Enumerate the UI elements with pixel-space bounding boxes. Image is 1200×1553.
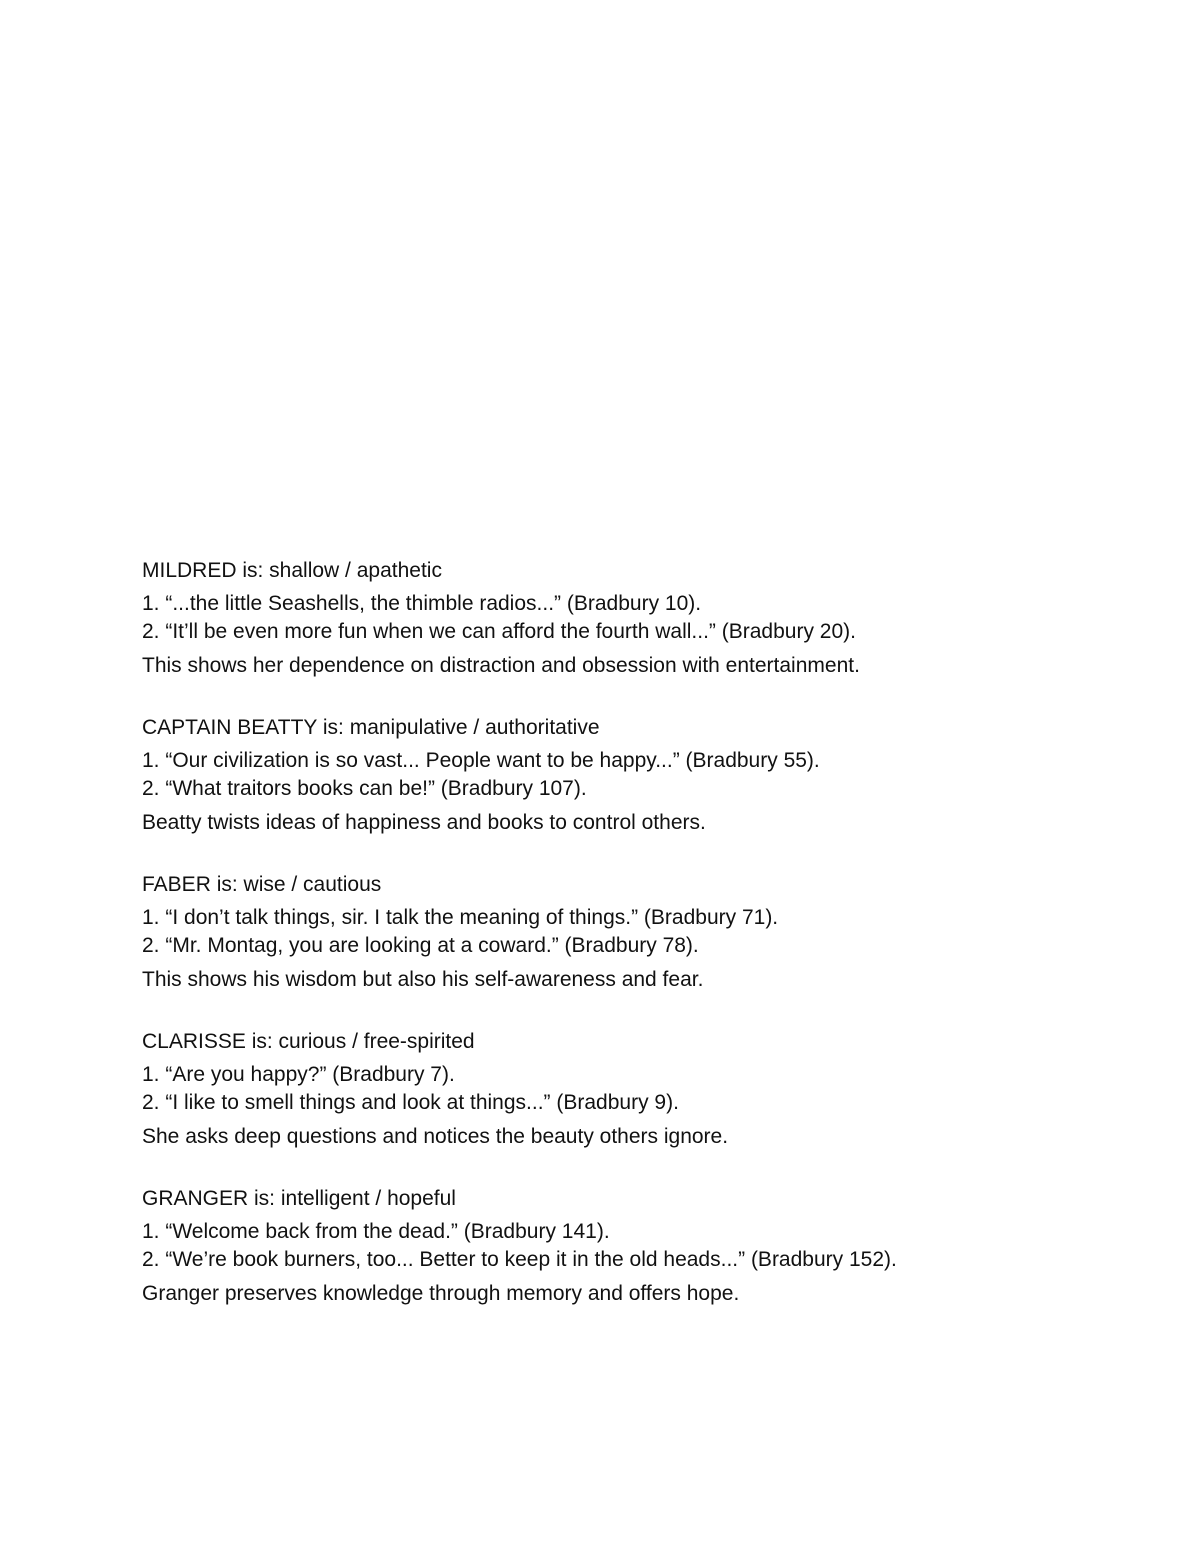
- character-section-clarisse: [142, 1027, 1142, 1153]
- character-section-mildred: [142, 556, 1142, 682]
- quote-line: 2. “I like to smell things and look at things...” (Bradbury 9).: [142, 1091, 679, 1114]
- character-section-beatty: [142, 713, 1142, 839]
- quote-line: 1. “I don’t talk things, sir. I talk the meaning of things.” (Bradbury 71).: [142, 906, 779, 929]
- analysis-sentence: She asks deep questions and notices the beauty others ignore.: [142, 1125, 729, 1148]
- quote-line: 2. “It’ll be even more fun when we can afford the fourth wall...” (Bradbury 20).: [142, 620, 856, 643]
- character-heading: GRANGER is: intelligent / hopeful: [142, 1187, 456, 1210]
- quote-list: [142, 590, 1142, 646]
- quote-list: [142, 1218, 1142, 1274]
- document-body: [142, 556, 1142, 1341]
- analysis-sentence: Granger preserves knowledge through memory and offers hope.: [142, 1282, 740, 1305]
- analysis-sentence: Beatty twists ideas of happiness and books to control others.: [142, 811, 706, 834]
- character-section-faber: [142, 870, 1142, 996]
- quote-line: 1. “Welcome back from the dead.” (Bradbury 141).: [142, 1220, 610, 1243]
- character-heading: CLARISSE is: curious / free-spirited: [142, 1030, 475, 1053]
- character-heading: FABER is: wise / cautious: [142, 873, 382, 896]
- character-heading: MILDRED is: shallow / apathetic: [142, 559, 442, 582]
- quote-line: 2. “What traitors books can be!” (Bradbury 107).: [142, 777, 587, 800]
- quote-list: [142, 904, 1142, 960]
- quote-list: [142, 747, 1142, 803]
- quote-line: 1. “Are you happy?” (Bradbury 7).: [142, 1063, 455, 1086]
- quote-line: 2. “We’re book burners, too... Better to keep it in the old heads...” (Bradbury 152).: [142, 1248, 897, 1271]
- quote-line: 1. “Our civilization is so vast... People want to be happy...” (Bradbury 55).: [142, 749, 820, 772]
- analysis-sentence: This shows his wisdom but also his self-awareness and fear.: [142, 968, 704, 991]
- character-section-granger: [142, 1184, 1142, 1310]
- quote-list: [142, 1061, 1142, 1117]
- quote-line: 1. “...the little Seashells, the thimble radios...” (Bradbury 10).: [142, 592, 702, 615]
- character-heading: CAPTAIN BEATTY is: manipulative / authoritative: [142, 716, 600, 739]
- quote-line: 2. “Mr. Montag, you are looking at a coward.” (Bradbury 78).: [142, 934, 699, 957]
- analysis-sentence: This shows her dependence on distraction and obsession with entertainment.: [142, 654, 860, 677]
